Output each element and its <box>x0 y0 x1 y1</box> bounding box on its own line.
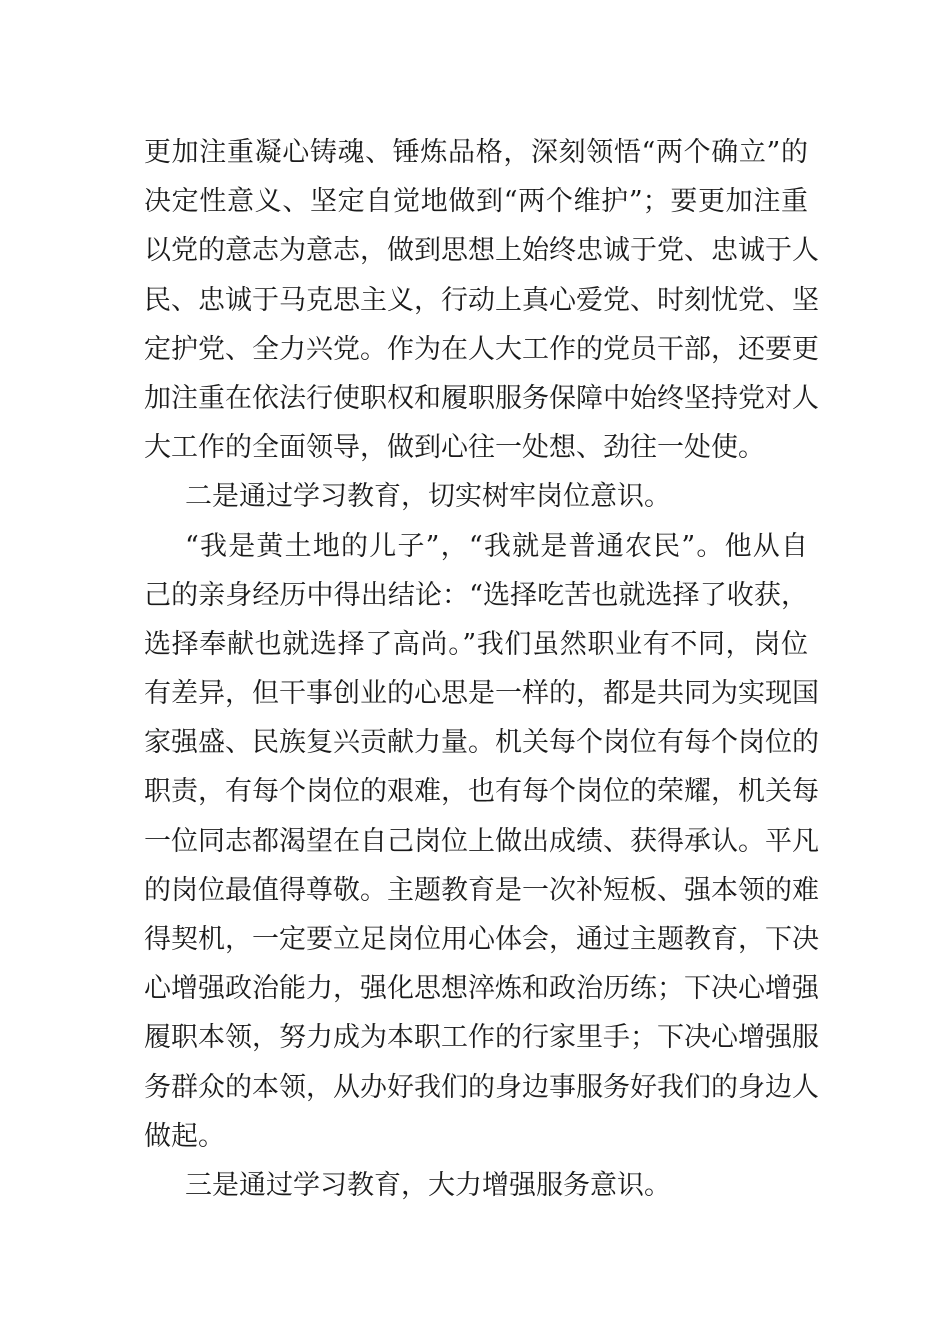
paragraph-line: 做起。 <box>144 1120 225 1152</box>
paragraph-line: 决定性意义、坚定自觉地做到“两个维护”；要更加注重 <box>144 186 808 218</box>
section-heading-2: 二是通过学习教育，切实树牢岗位意识。 <box>185 481 671 513</box>
paragraph-2 <box>144 522 819 1161</box>
paragraph-line: “我是黄土地的儿子”，“我就是普通农民”。他从自 <box>185 530 808 562</box>
paragraph-line: 履职本领，努力成为本职工作的行家里手；下决心增强服 <box>144 1022 819 1054</box>
section-heading-3: 三是通过学习教育，大力增强服务意识。 <box>185 1169 671 1201</box>
paragraph-line: 以党的意志为意志，做到思想上始终忠诚于党、忠诚于人 <box>144 235 819 267</box>
paragraph-line: 心增强政治能力，强化思想淬炼和政治历练；下决心增强 <box>144 973 819 1005</box>
paragraph-line: 大工作的全面领导，做到心往一处想、劲往一处使。 <box>144 432 765 464</box>
paragraph-line: 定护党、全力兴党。作为在人大工作的党员干部，还要更 <box>144 333 819 365</box>
paragraph-line: 更加注重凝心铸魂、锤炼品格，深刻领悟“两个确立”的 <box>144 137 808 168</box>
paragraph-line: 的岗位最值得尊敬。主题教育是一次补短板、强本领的难 <box>144 874 819 906</box>
paragraph-line: 加注重在依法行使职权和履职服务保障中始终坚持党对人 <box>144 382 819 414</box>
document-body <box>144 128 819 1210</box>
paragraph-line: 职责，有每个岗位的艰难，也有每个岗位的荣耀，机关每 <box>144 776 819 808</box>
paragraph-line: 有差异，但干事创业的心思是一样的，都是共同为实现国 <box>144 678 819 710</box>
paragraph-line: 务群众的本领，从办好我们的身边事服务好我们的身边人 <box>144 1071 819 1103</box>
paragraph-line: 民、忠诚于马克思主义，行动上真心爱党、时刻忧党、坚 <box>144 284 819 316</box>
paragraph-line: 一位同志都渴望在自己岗位上做出成绩、获得承认。平凡 <box>144 825 819 857</box>
paragraph-line: 己的亲身经历中得出结论：“选择吃苦也就选择了收获， <box>144 579 808 611</box>
paragraph-1 <box>144 128 819 472</box>
paragraph-line: 得契机，一定要立足岗位用心体会，通过主题教育，下决 <box>144 924 819 955</box>
paragraph-line: 家强盛、民族复兴贡献力量。机关每个岗位有每个岗位的 <box>144 727 819 759</box>
paragraph-line: 选择奉献也就选择了高尚。”我们虽然职业有不同，岗位 <box>144 628 808 660</box>
